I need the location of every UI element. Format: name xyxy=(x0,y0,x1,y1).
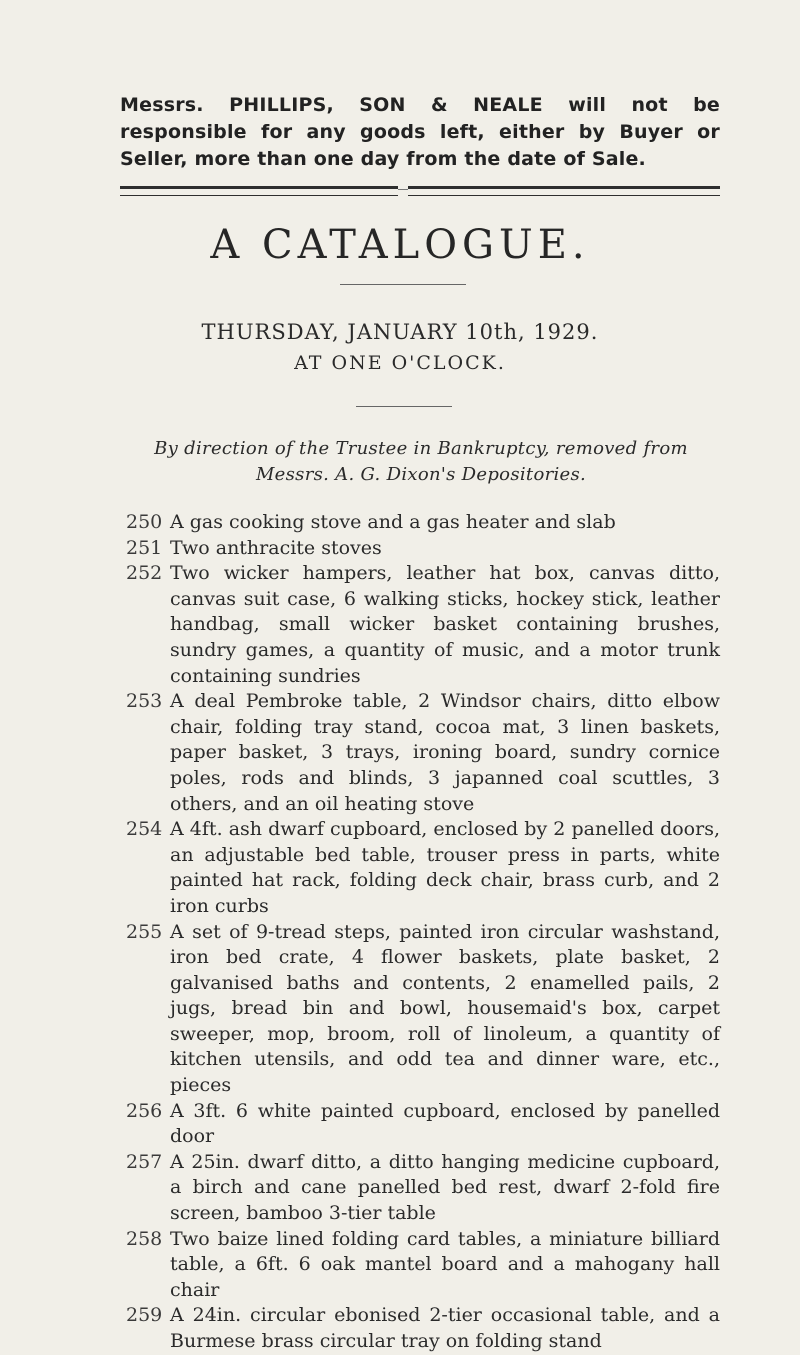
lot-description: A 4ft. ash dwarf cupboard, enclosed by 2 panelled doors, an adjustable bed table, trouser press in parts, white painted hat rack, folding deck chair, brass curb, and 2 iron curbs xyxy=(170,818,720,917)
lot-250 xyxy=(126,510,720,536)
lot-251 xyxy=(126,536,720,562)
lot-256 xyxy=(126,1099,720,1150)
lot-254 xyxy=(126,817,720,919)
lot-255 xyxy=(126,920,720,1099)
catalogue-title: A CATALOGUE. xyxy=(210,222,590,268)
lot-number: 252 xyxy=(126,562,163,585)
lot-number: 253 xyxy=(126,690,163,713)
lot-description: A 3ft. 6 white painted cupboard, enclosed by panelled door xyxy=(170,1099,720,1148)
lot-description: Two baize lined folding card tables, a miniature billiard table, a 6ft. 6 oak mantel board and a mahogany hall chair xyxy=(170,1227,720,1301)
lot-number: 257 xyxy=(126,1150,163,1173)
sale-time: AT ONE O'CLOCK. xyxy=(294,352,506,374)
lot-253 xyxy=(126,689,720,817)
lot-description: Two wicker hampers, leather hat box, canvas ditto, canvas suit case, 6 walking sticks, hockey stick, leather handbag, small wicker basket containing brushes, sundry games, a quantity of music, and a motor trunk containing sundries xyxy=(170,562,720,687)
lot-number: 258 xyxy=(126,1227,163,1250)
lot-list xyxy=(126,510,720,1355)
lot-number: 251 xyxy=(126,536,163,559)
sale-date: THURSDAY, JANUARY 10th, 1929. xyxy=(201,320,599,344)
sale-notice: Messrs. PHILLIPS, SON & NEALE will not be responsible for any goods left, either by Buyer or Seller, more than one day from the date of Sale. xyxy=(120,94,720,170)
direction-note: By direction of the Trustee in Bankruptcy, removed from Messrs. A. G. Dixon's Depositories. xyxy=(154,438,688,485)
lot-description: A gas cooking stove and a gas heater and slab xyxy=(170,511,616,533)
lot-number: 254 xyxy=(126,818,163,841)
lot-number: 250 xyxy=(126,511,163,533)
rule-join xyxy=(398,189,408,190)
lot-258 xyxy=(126,1227,720,1304)
lot-number: 255 xyxy=(126,920,163,943)
double-rule-left xyxy=(120,186,398,196)
lot-number: 256 xyxy=(126,1099,163,1122)
lot-number: 259 xyxy=(126,1304,163,1327)
title-underline xyxy=(340,284,466,285)
lot-description: A deal Pembroke table, 2 Windsor chairs, ditto elbow chair, folding tray stand, cocoa mat, 3 linen baskets, paper basket, 3 trays, ironing board, sundry cornice poles, rods and blinds, 3 japanned coal scuttles, 3 others, and an oil heating stove xyxy=(170,690,720,815)
lot-description: A 25in. dwarf ditto, a ditto hanging medicine cupboard, a birch and cane panelled bed rest, dwarf 2-fold fire screen, bamboo 3-tier table xyxy=(170,1150,720,1225)
double-rule-right xyxy=(408,186,720,196)
lot-description: Two anthracite stoves xyxy=(170,536,382,559)
lot-description: A 24in. circular ebonised 2-tier occasional table, and a Burmese brass circular tray on folding stand xyxy=(170,1304,720,1352)
time-underline xyxy=(356,406,452,407)
lot-259 xyxy=(126,1303,720,1354)
lot-description: A set of 9-tread steps, painted iron circular washstand, iron bed crate, 4 flower baskets, plate basket, 2 galvanised baths and contents, 2 enamelled pails, 2 jugs, bread bin and bowl, housemaid's box, carpet sweeper, mop, broom, roll of linoleum, a quantity of kitchen utensils, and odd tea and dinner ware, etc., pieces xyxy=(170,920,720,1097)
lot-257 xyxy=(126,1150,720,1227)
lot-252 xyxy=(126,561,720,689)
